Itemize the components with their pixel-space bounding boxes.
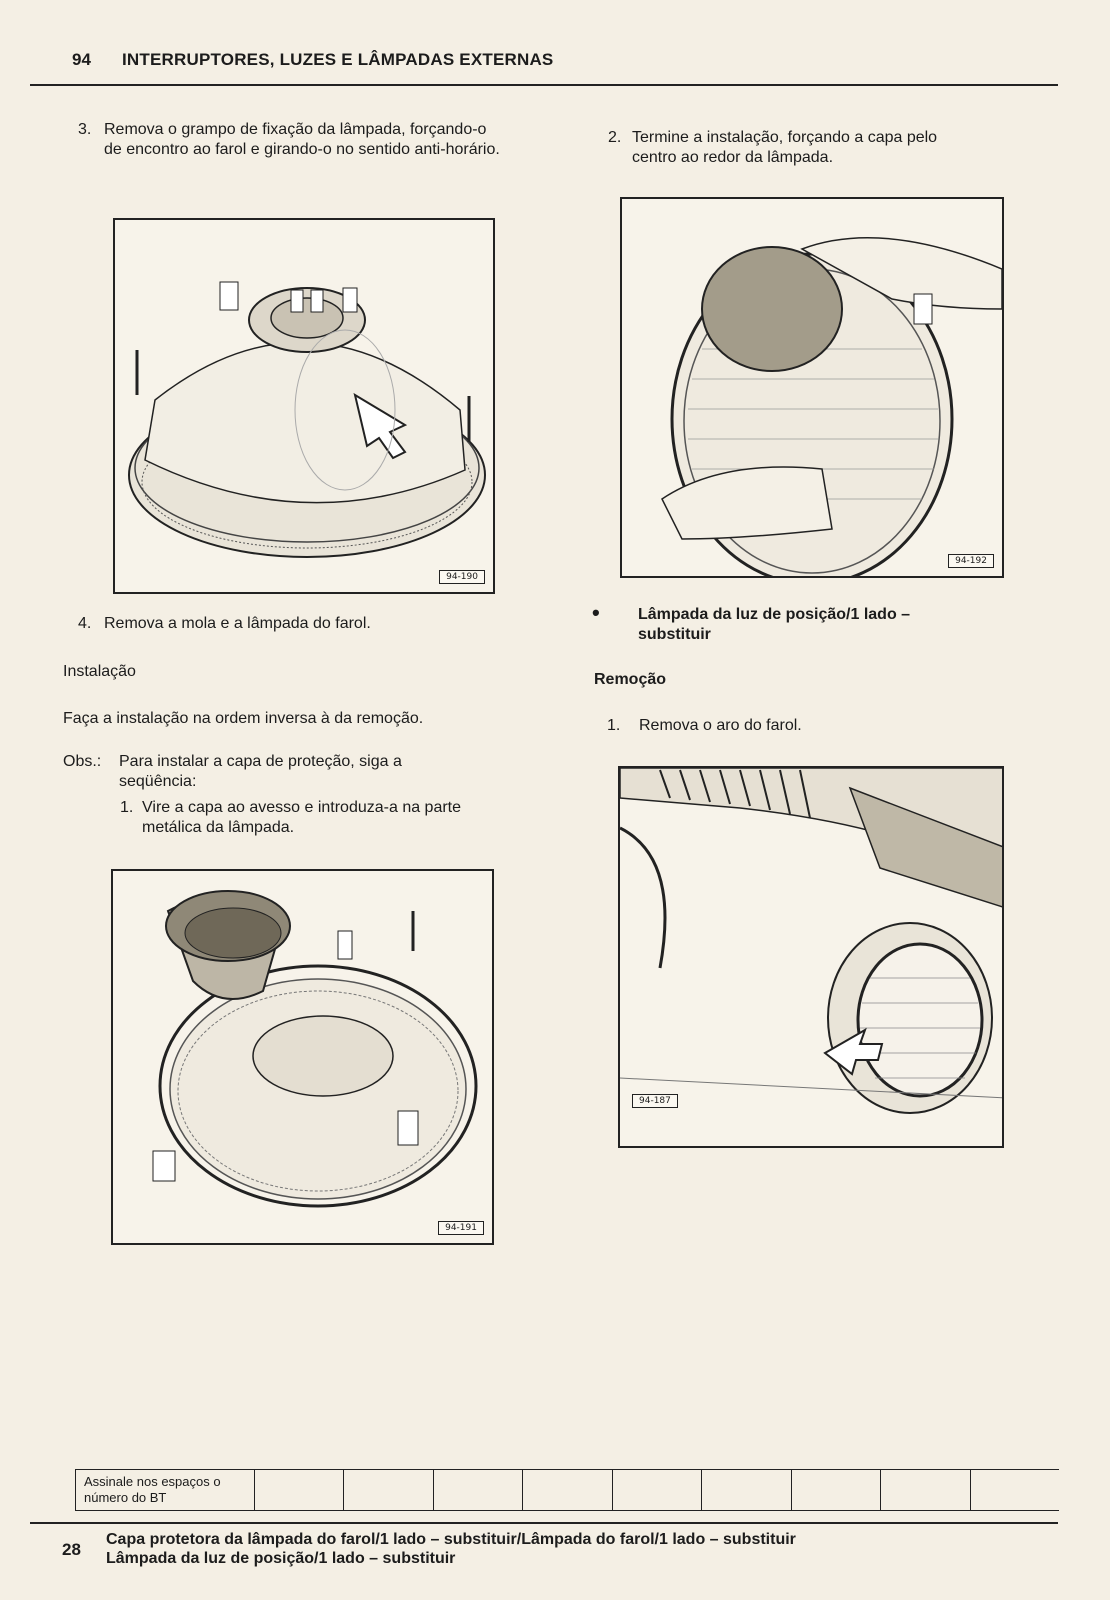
figure-label: 94-190 [439,570,485,584]
installation-text: Faça a instalação na ordem inversa à da remoção. [63,710,424,727]
figure-label: 94-192 [948,554,994,568]
figure-94-192 [620,197,1004,578]
protective-cap-illustration [113,871,494,1245]
bt-box[interactable] [881,1470,970,1510]
bt-box[interactable] [971,1470,1059,1510]
footer-caption-line-2: Lâmpada da luz de posição/1 lado – substituir [106,1550,456,1567]
step-2 [608,128,1008,168]
removal-step-1-text: Remova o aro do farol. [639,717,802,734]
obs-label: Obs.: [63,753,102,770]
bt-box[interactable] [344,1470,433,1510]
removal-step-1-number: 1. [607,717,621,734]
figure-94-190 [113,218,495,594]
step-3-text: Remova o grampo de fixação da lâmpada, forçando-o de encontro ao farol e girando-o no sentido anti-horário. [104,121,500,158]
step-3 [78,120,518,160]
step-2-text: Termine a instalação, forçando a capa pelo centro ao redor da lâmpada. [632,129,938,166]
obs-text: Para instalar a capa de proteção, siga a seqüência: [119,753,402,790]
bt-signature-row [75,1469,1059,1511]
footer-divider [30,1522,1058,1524]
obs-note [63,752,503,792]
headlamp-reflector-illustration [115,220,495,594]
bt-box[interactable] [702,1470,791,1510]
header-page-number: 94 [72,50,91,69]
footer-page-number: 28 [62,1540,81,1559]
step-3-number: 3. [78,121,92,138]
step-2-number: 2. [608,129,622,146]
obs-step-1 [120,798,500,838]
step-4-text: Remova a mola e a lâmpada do farol. [104,615,371,632]
bt-box[interactable] [523,1470,612,1510]
bullet-icon: • [592,600,600,625]
obs-step-1-text: Vire a capa ao avesso e introduza-a na parte metálica da lâmpada. [142,799,462,836]
bt-box[interactable] [255,1470,344,1510]
step-4 [78,614,371,634]
installation-heading: Instalação [63,663,136,680]
headlamp-rim-removal-illustration [620,768,1004,1148]
bt-box[interactable] [792,1470,881,1510]
bt-box[interactable] [434,1470,523,1510]
obs-step-1-number: 1. [120,799,134,816]
removal-heading: Remoção [594,671,667,688]
figure-label: 94-187 [632,1094,678,1108]
page-title: INTERRUPTORES, LUZES E LÂMPADAS EXTERNAS [122,50,554,69]
figure-94-191 [111,869,494,1245]
step-4-number: 4. [78,615,92,632]
section-bullet [592,600,600,625]
cap-installation-illustration [622,199,1004,578]
sign-box-label: Assinale nos espaços o número do BT [75,1470,255,1510]
footer-caption [106,1530,796,1568]
bt-box[interactable] [613,1470,702,1510]
footer-caption-line-1: Capa protetora da lâmpada do farol/1 lado – substituir/Lâmpada do farol/1 lado – substituir [106,1531,796,1548]
section-title: Lâmpada da luz de posição/1 lado – substituir [638,606,911,643]
header-divider [30,84,1058,86]
removal-step-1 [607,716,802,736]
figure-label: 94-191 [438,1221,484,1235]
figure-94-187 [618,766,1004,1148]
